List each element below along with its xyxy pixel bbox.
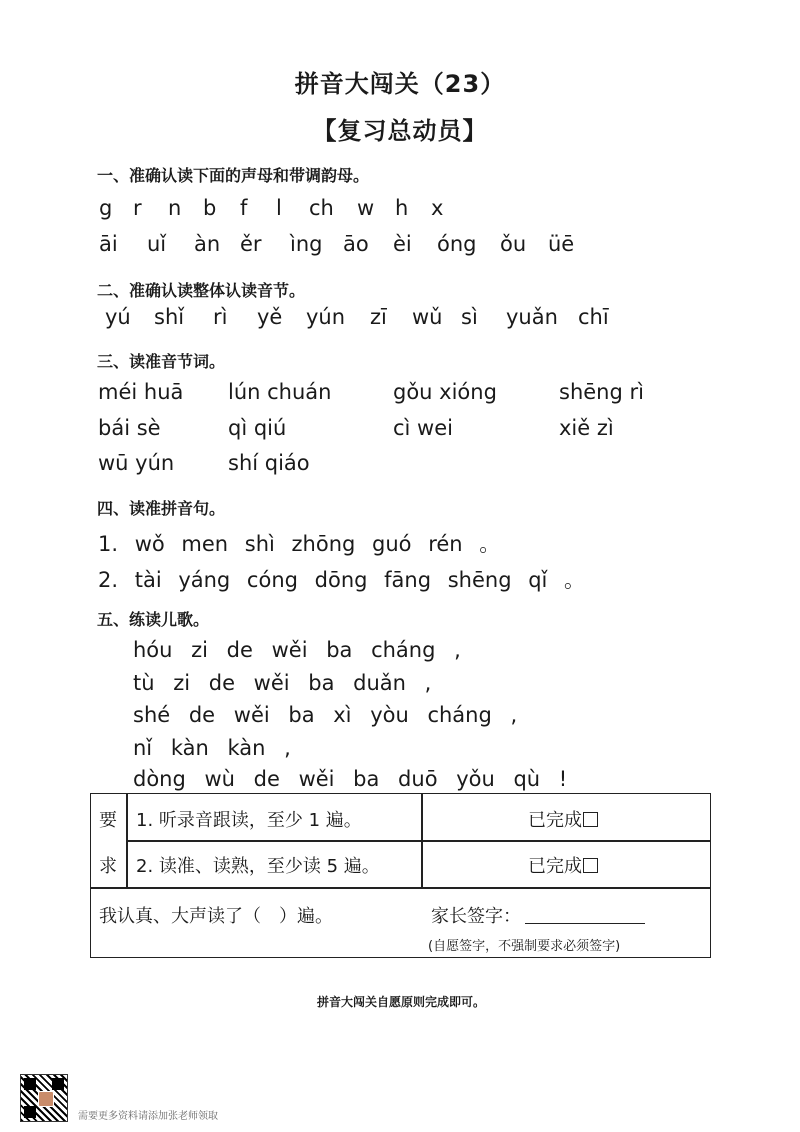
pinyin-word: qì qiú — [228, 416, 287, 440]
pinyin-item: n — [168, 196, 182, 220]
signature-line[interactable] — [525, 923, 645, 924]
completion-status-2 — [528, 852, 598, 878]
pinyin-item: zī — [370, 305, 387, 329]
rhyme-line: tù zi de wěi ba duǎn , — [133, 671, 432, 695]
pinyin-item: yún — [306, 305, 346, 329]
pinyin-word: gǒu xióng — [393, 380, 497, 404]
signature-note: (自愿签字，不强制要求必须签字) — [428, 939, 621, 954]
pinyin-word: méi huā — [98, 380, 184, 404]
rhyme-line: dòng wù de wěi ba duō yǒu qù ! — [133, 767, 568, 791]
pinyin-word: shí qiáo — [228, 451, 310, 475]
pinyin-item: x — [431, 196, 444, 220]
avatar — [38, 1091, 54, 1107]
pinyin-item: r — [133, 196, 142, 220]
checkbox-icon[interactable] — [583, 812, 598, 827]
rhyme-line: hóu zi de wěi ba cháng , — [133, 638, 461, 662]
completed-label: 已完成 — [528, 810, 582, 831]
section-5-heading: 五、练读儿歌。 — [97, 610, 210, 629]
pinyin-item: óng — [437, 232, 477, 256]
pinyin-item: sì — [461, 305, 478, 329]
pinyin-item: l — [276, 196, 282, 220]
pinyin-item: yě — [257, 305, 283, 329]
pinyin-word: bái sè — [98, 416, 161, 440]
pinyin-item: shǐ — [154, 305, 185, 329]
pinyin-word: wū yún — [98, 451, 175, 475]
section-4-heading: 四、读准拼音句。 — [97, 499, 226, 518]
pinyin-item: chī — [578, 305, 609, 329]
pinyin-word: cì wei — [393, 416, 453, 440]
pinyin-item: ǒu — [500, 232, 527, 256]
contact-note: 需要更多资料请添加张老师领取 — [78, 1111, 218, 1122]
pinyin-item: f — [240, 196, 248, 220]
completed-label: 已完成 — [528, 856, 582, 877]
pinyin-item: àn — [194, 232, 221, 256]
page-subtitle: 【复习总动员】 — [312, 117, 488, 145]
requirements-table — [90, 793, 711, 958]
requirement-2: 2. 读准、读熟，至少读 5 遍。 — [136, 856, 380, 877]
pinyin-item: èi — [393, 232, 412, 256]
pinyin-word: xiě zì — [559, 416, 614, 440]
pinyin-item: yuǎn — [506, 305, 558, 329]
footer-note: 拼音大闯关自愿原则完成即可。 — [317, 995, 486, 1009]
rhyme-line: nǐ kàn kàn , — [133, 736, 291, 760]
parent-signature-field[interactable] — [431, 902, 645, 928]
requirement-1: 1. 听录音跟读，至少 1 遍。 — [136, 810, 362, 831]
section-1-heading: 一、准确认读下面的声母和带调韵母。 — [97, 166, 370, 185]
pinyin-item: rì — [213, 305, 228, 329]
pinyin-item: uǐ — [147, 232, 167, 256]
page-title: 拼音大闯关（23） — [294, 70, 506, 98]
pinyin-item: üē — [548, 232, 575, 256]
pinyin-item: āo — [343, 232, 369, 256]
pinyin-word: shēng rì — [559, 380, 644, 404]
pinyin-sentence-2: 2. tài yáng cóng dōng fāng shēng qǐ 。 — [98, 568, 586, 592]
pinyin-sentence-1: 1. wǒ men shì zhōng guó rén 。 — [98, 532, 501, 556]
checkbox-icon[interactable] — [583, 858, 598, 873]
pinyin-item: b — [203, 196, 217, 220]
completion-status-1 — [528, 806, 598, 832]
pinyin-item: g — [99, 196, 113, 220]
pinyin-word: lún chuán — [228, 380, 332, 404]
pinyin-item: ìng — [290, 232, 323, 256]
pinyin-item: ěr — [240, 232, 262, 256]
requirement-label-2: 求 — [99, 856, 117, 877]
rhyme-line: shé de wěi ba xì yòu cháng , — [133, 703, 518, 727]
parent-signature-label: 家长签字： — [431, 906, 521, 927]
pinyin-item: yú — [105, 305, 131, 329]
pinyin-item: w — [357, 196, 375, 220]
read-times-field[interactable]: 我认真、大声读了（ ）遍。 — [99, 906, 333, 927]
section-3-heading: 三、读准音节词。 — [97, 352, 226, 371]
pinyin-item: ch — [309, 196, 334, 220]
pinyin-item: wǔ — [412, 305, 443, 329]
pinyin-item: h — [395, 196, 409, 220]
section-2-heading: 二、准确认读整体认读音节。 — [97, 281, 306, 300]
pinyin-item: āi — [99, 232, 118, 256]
requirement-label-1: 要 — [99, 810, 117, 831]
